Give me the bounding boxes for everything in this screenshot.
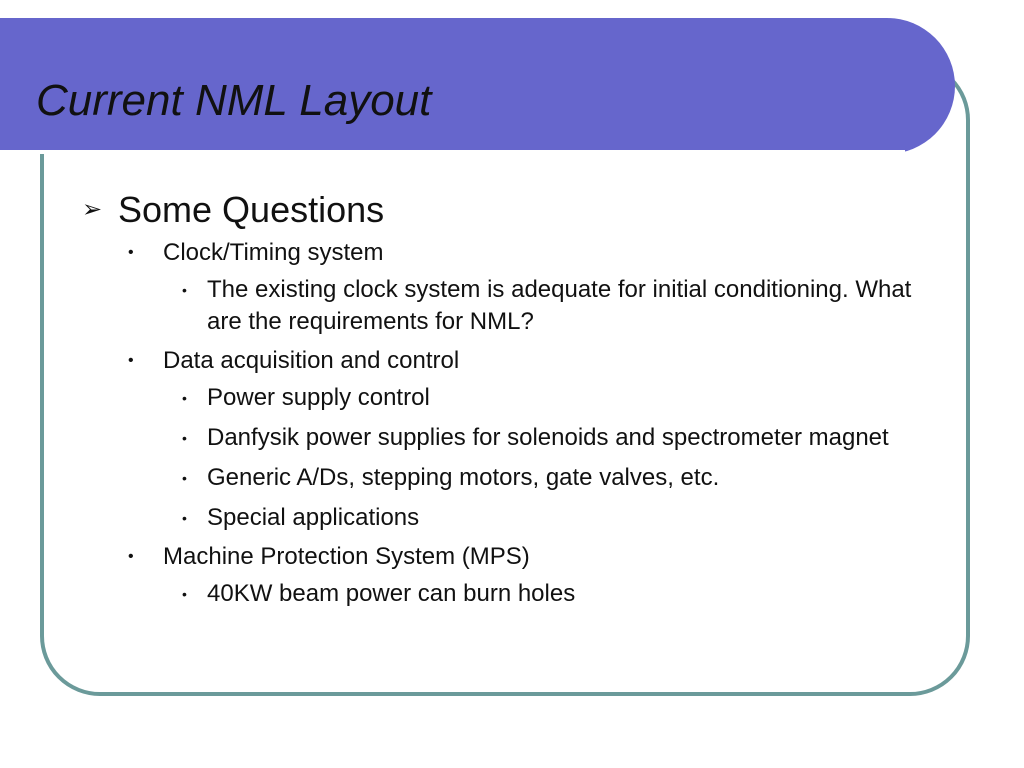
dot-bullet-icon: •: [182, 282, 187, 298]
section-item: [78, 238, 938, 268]
heading-item: [78, 188, 938, 232]
section-item: [78, 542, 938, 572]
section-item: [78, 346, 938, 376]
slide-content: [78, 188, 938, 618]
sub-item: [78, 382, 938, 414]
sub-item: [78, 462, 938, 494]
slide-title: Current NML Layout: [36, 76, 432, 125]
sub-item-text: Power supply control: [207, 384, 430, 411]
sub-item-text: Danfysik power supplies for solenoids and spectrometer magnet: [207, 424, 889, 451]
section-label: Data acquisition and control: [163, 347, 460, 374]
arrow-bullet-icon: ➢: [82, 196, 103, 223]
dot-bullet-icon: •: [128, 244, 134, 261]
dot-bullet-icon: •: [182, 586, 187, 602]
section-label: Clock/Timing system: [163, 239, 384, 266]
dot-bullet-icon: •: [128, 352, 134, 369]
section-label: Machine Protection System (MPS): [163, 543, 530, 570]
sub-item-text: Special applications: [207, 504, 420, 531]
title-underline: [0, 150, 905, 154]
sub-item: [78, 422, 938, 454]
sub-item-text: Generic A/Ds, stepping motors, gate valves, etc.: [207, 464, 720, 491]
dot-bullet-icon: •: [128, 548, 134, 565]
sub-item-text: The existing clock system is adequate for initial conditioning. What are the requirements for NML?: [207, 276, 912, 335]
dot-bullet-icon: •: [182, 390, 187, 406]
dot-bullet-icon: •: [182, 510, 187, 526]
dot-bullet-icon: •: [182, 430, 187, 446]
sub-item: [78, 274, 938, 338]
sub-item-text: 40KW beam power can burn holes: [207, 580, 576, 607]
sub-item: [78, 578, 938, 610]
sub-item: [78, 502, 938, 534]
dot-bullet-icon: •: [182, 470, 187, 486]
heading-text: Some Questions: [118, 189, 385, 230]
